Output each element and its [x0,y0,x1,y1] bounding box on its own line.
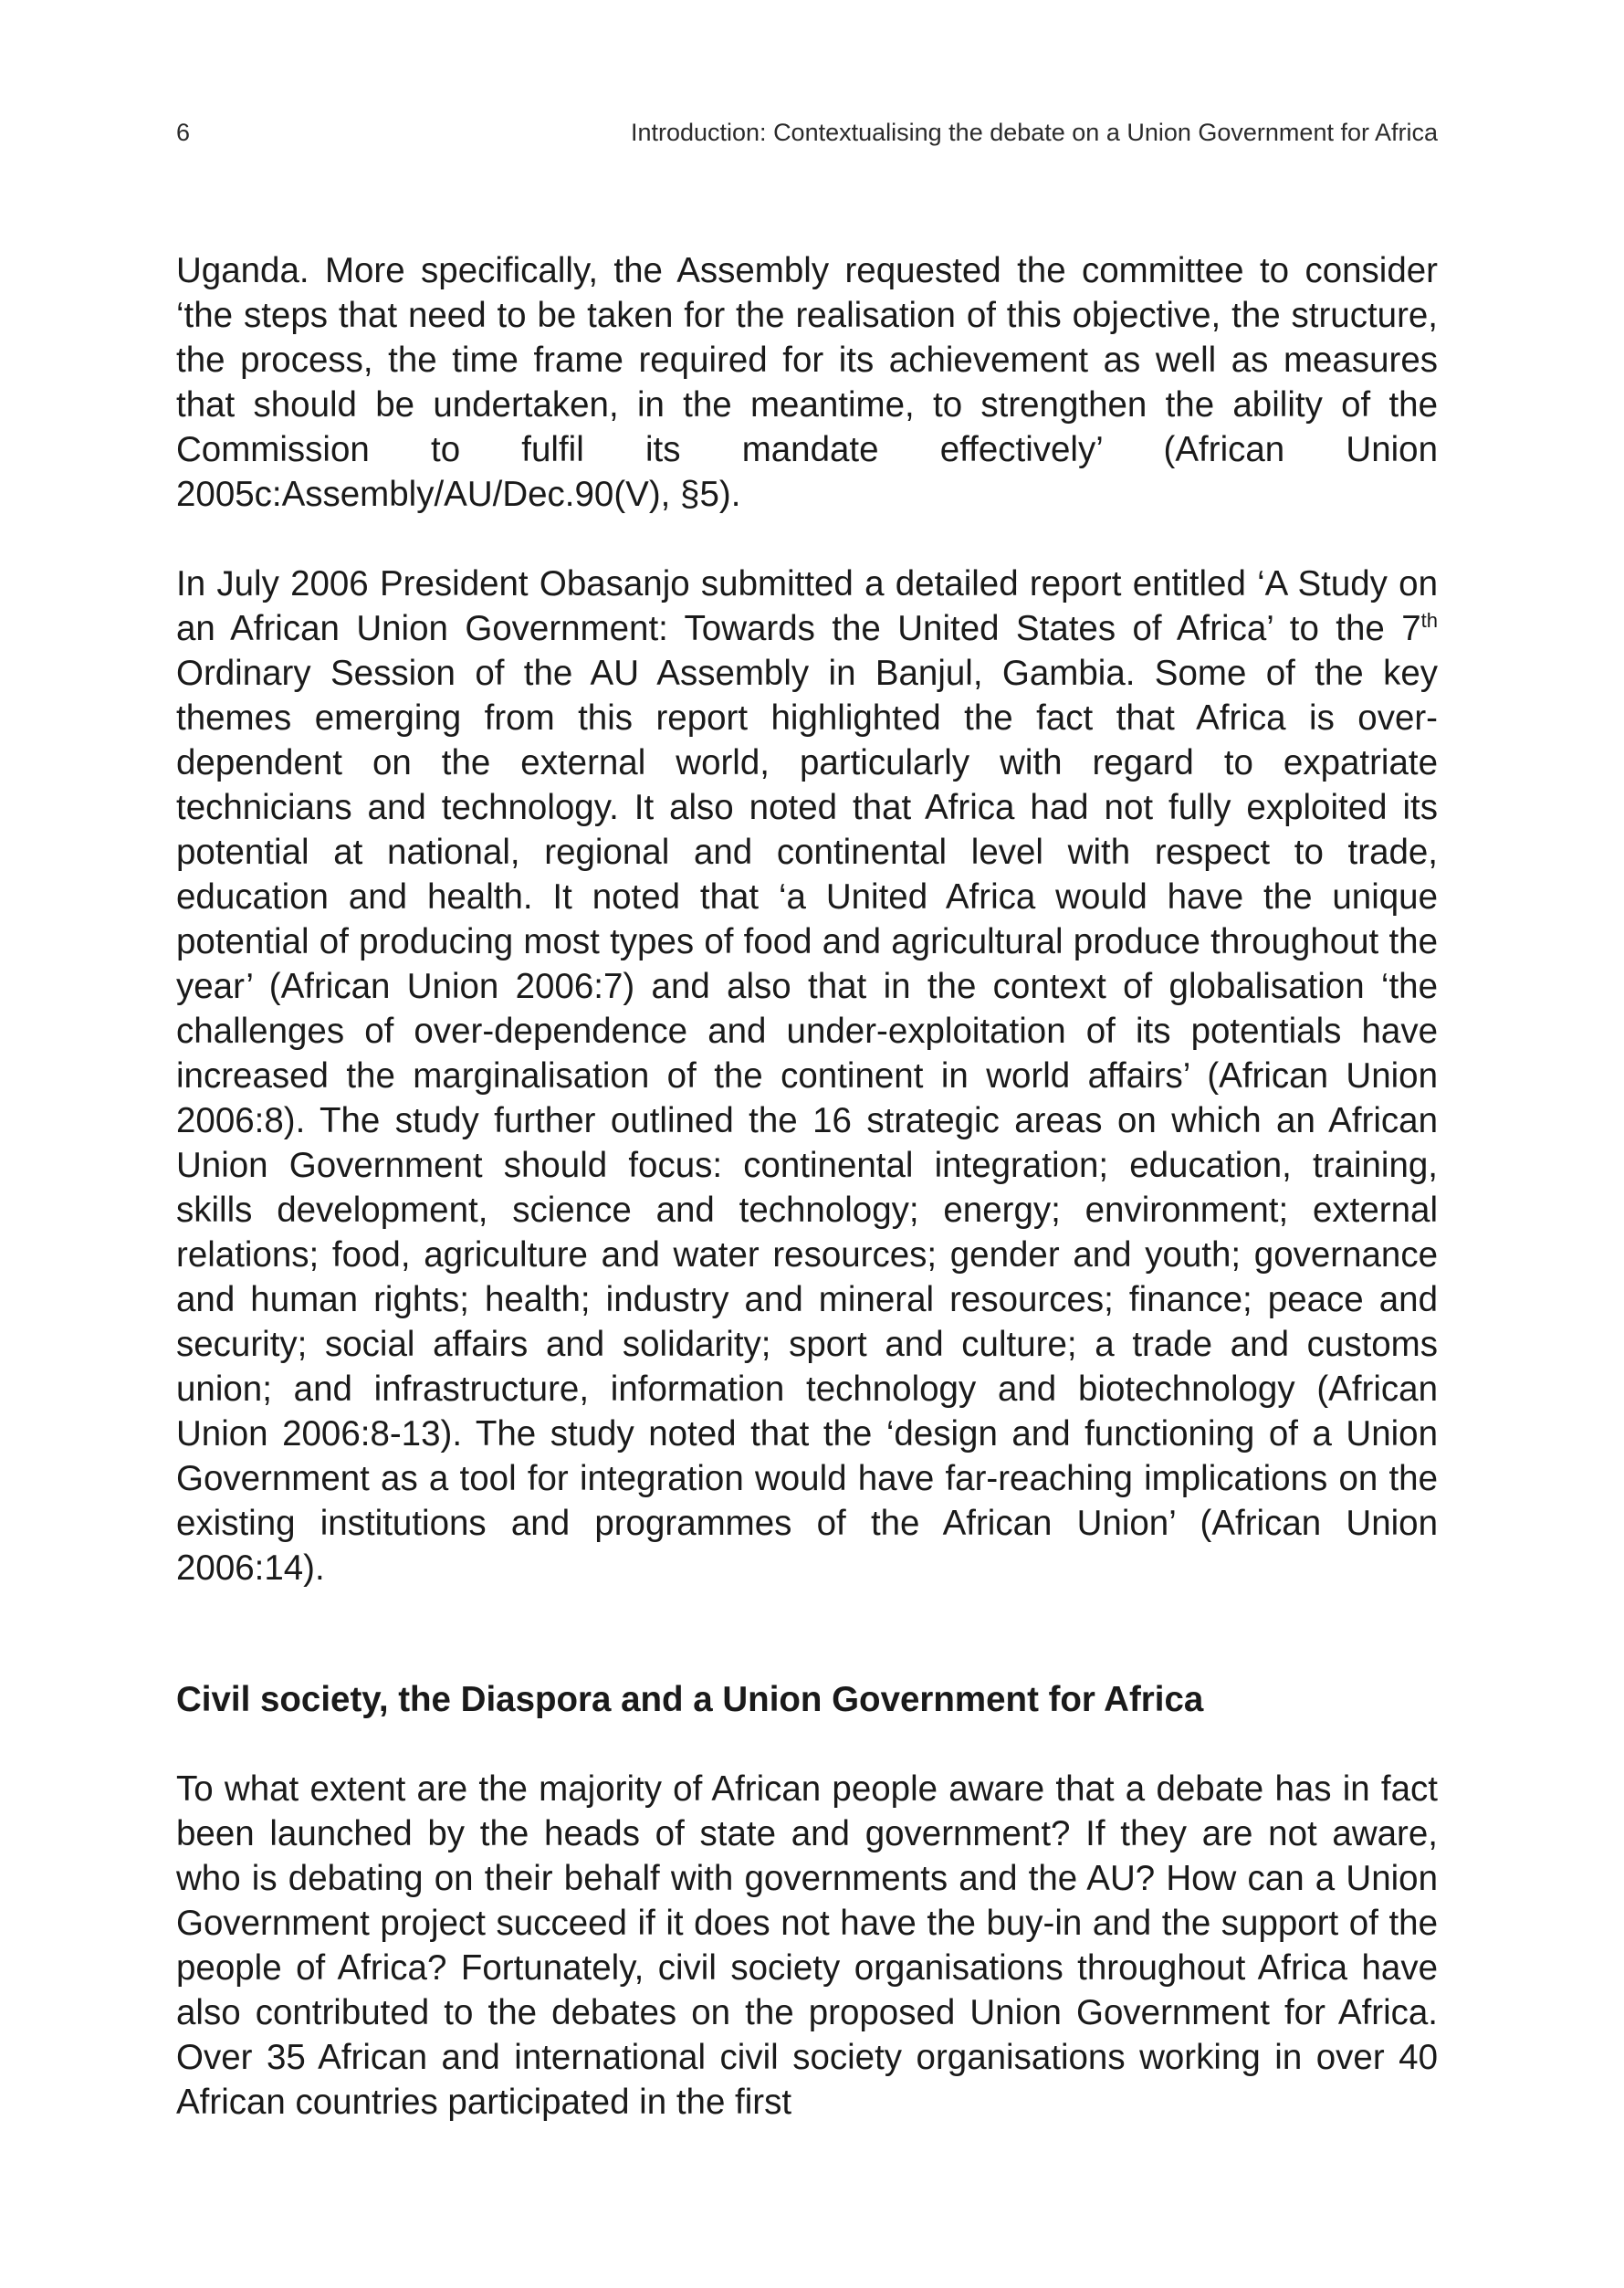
running-header-title: Introduction: Contextualising the debate on a Union Government for Africa [630,119,1438,146]
paragraph-text-part: In July 2006 President Obasanjo submitted a detailed report entitled ‘A Study on an African Union Government: Towards the United States of Africa’ to the 7 [176,564,1438,648]
paragraph-civil-society: To what extent are the majority of African people aware that a debate has in fact been launched by the heads of state and government? If they are not aware, who is debating on their behalf with governments and the AU? How can a Union Government project succeed if it does not have the buy-in and the support of the people of Africa? Fortunately, civil society organisations throughout Africa have also contributed to the debates on the proposed Union Government for Africa. Over 35 African and international civil society organisations working in over 40 African countries participated in the first [176,1769,1438,2122]
page-number: 6 [176,119,191,146]
paragraph-obasanjo-report [176,562,1438,1590]
page-body [176,248,1438,2125]
ordinal-superscript: th [1420,609,1438,633]
paragraph-text-part: Ordinary Session of the AU Assembly in Banjul, Gambia. Some of the key themes emerging from this report highlighted the fact that Africa is over-dependent on the external world, particularly with regard to expatriate technicians and technology. It also noted that Africa had not fully exploited its potential at national, regional and continental level with respect to trade, education and health. It noted that ‘a United Africa would have the unique potential of producing most types of food and agricultural produce throughout the year’ (African Union 2006:7) and also that in the context of globalisation ‘the challenges of over-dependence and under-exploitation of its potentials have increased the marginalisation of the continent in world affairs’ (African Union 2006:8). The study further outlined the 16 strategic areas on which an African Union Government should focus: continental integration; education, training, skills development, science and technology; energy; environment; external relations; food, agriculture and water resources; gender and youth; governance and human rights; health; industry and mineral resources; finance; peace and security; social affairs and solidarity; sport and culture; a trade and customs union; and infrastructure, information technology and biotechnology (African Union 2006:8-13). The study noted that the ‘design and functioning of a Union Government as a tool for integration would have far-reaching implications on the existing institutions and programmes of the African Union’ (African Union 2006:14). [176,654,1438,1588]
section-heading: Civil society, the Diaspora and a Union Government for Africa [176,1680,1204,1719]
paragraph-uganda-assembly: Uganda. More specifically, the Assembly requested the committee to consider ‘the steps that need to be taken for the realisation of this objective, the structure, the process, the time frame required for its achievement as well as measures that should be undertaken, in the meantime, to strengthen the ability of the Commission to fulfil its mandate effectively’ (African Union 2005c:Assembly/AU/Dec.90(V), §5). [176,251,1438,514]
